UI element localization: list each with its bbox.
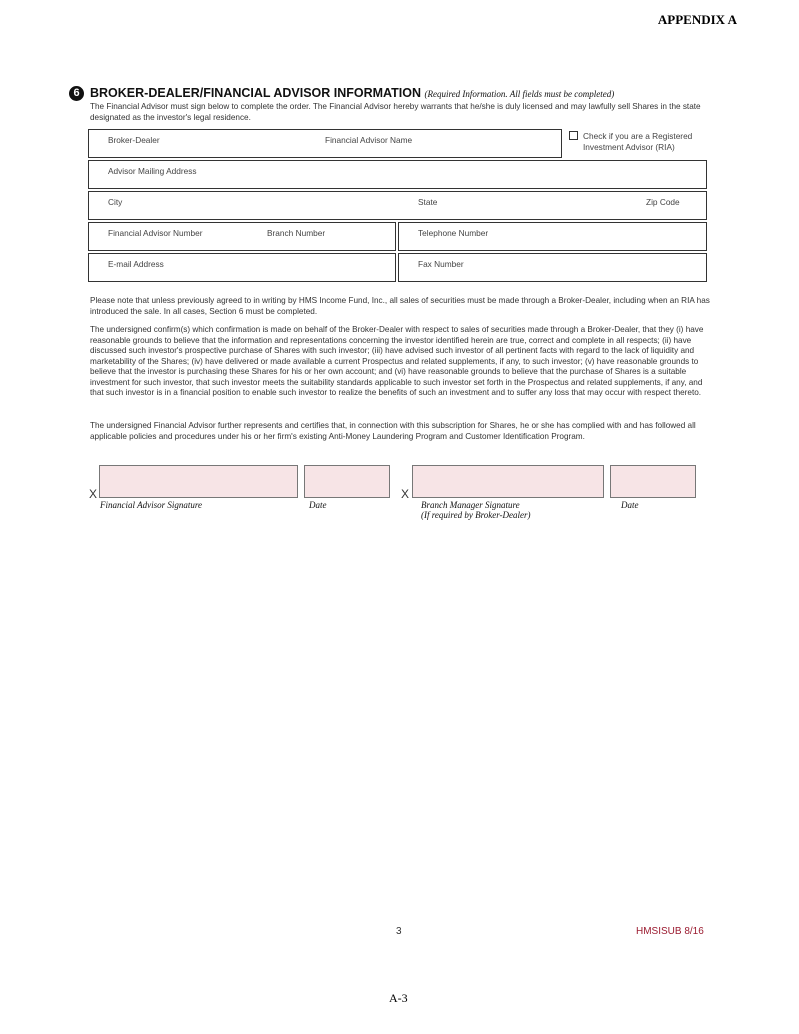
zip-code-label: Zip Code — [646, 197, 680, 207]
advisor-name-label: Financial Advisor Name — [325, 135, 413, 145]
manager-signature-note: (If required by Broker-Dealer) — [421, 510, 531, 520]
form-code: HMSISUB 8/16 — [636, 926, 704, 937]
mailing-address-field[interactable] — [88, 160, 707, 189]
manager-signature-x-mark: X — [401, 487, 410, 501]
email-label: E-mail Address — [108, 259, 164, 269]
broker-dealer-label: Broker-Dealer — [108, 135, 160, 145]
advisor-number-label: Financial Advisor Number — [108, 228, 203, 238]
mailing-address-label: Advisor Mailing Address — [108, 166, 197, 176]
manager-signature-box[interactable] — [412, 465, 604, 498]
telephone-field[interactable] — [398, 222, 707, 251]
ria-checkbox[interactable] — [569, 131, 578, 140]
appendix-page-number: A-3 — [389, 991, 408, 1005]
email-field[interactable] — [88, 253, 396, 282]
appendix-label: APPENDIX A — [657, 12, 737, 27]
section-number-badge: 6 — [69, 86, 84, 101]
ria-checkbox-label: Check if you are a Registered Investment Advisor (RIA) — [583, 131, 693, 152]
advisor-signature-x-mark: X — [89, 487, 98, 501]
advisor-signature-date-box[interactable] — [304, 465, 390, 498]
advisor-signature-box[interactable] — [99, 465, 298, 498]
telephone-label: Telephone Number — [418, 228, 489, 238]
state-label: State — [418, 197, 438, 207]
city-state-zip-field[interactable] — [88, 191, 707, 220]
confirmation-paragraph: The undersigned confirm(s) which confirmation is made on behalf of the Broker-Dealer with respect to sales of securities made through a Broker-Dealer, that they (i) have reasonable grounds to believe that the information and representations concerning the investor identified herein are true, correct and complete in all respects; (ii) have discussed such investor's prospective purchase of Shares with such investor; (iii) have advised such investor of all pertinent facts with regard to the lack of liquidity and marketability of the Shares; (iv) have delivered or made available a current Prospectus and related supplements, if any, to such investor; (v) have reasonable grounds to believe that the investor is purchasing these Shares for his or her own account; and (vi) have reasonable grounds to believe that the purchase of Shares is a suitable investment for such investor, that such investor meets the suitability standards applicable to such investor set forth in the Prospectus and related supplements, if any, and that such investor is in a financial position to enable such investor to realize the benefits of such an investment and to suffer any loss that may occur with respect thereto. — [90, 325, 704, 397]
section-required-note: (Required Information. All fields must be completed) — [424, 89, 615, 99]
manager-signature-date-box[interactable] — [610, 465, 696, 498]
branch-number-label: Branch Number — [267, 228, 326, 238]
aml-certification-paragraph: The undersigned Financial Advisor further represents and certifies that, in connection with this subscription for Shares, he or she has complied with and has followed all applicable policies and procedures under his or her firm's existing Anti-Money Laundering Program and Customer Identification Program. — [90, 421, 696, 441]
broker-dealer-advisor-name-field[interactable] — [88, 129, 562, 158]
fax-label: Fax Number — [418, 259, 464, 269]
city-label: City — [108, 197, 123, 207]
fax-field[interactable] — [398, 253, 707, 282]
manager-date-caption: Date — [621, 500, 639, 510]
section-title — [90, 86, 614, 100]
section-intro: The Financial Advisor must sign below to complete the order. The Financial Advisor hereby warrants that he/she is duly licensed and may lawfully sell Shares in the state designated as the investor's legal residence. — [90, 102, 701, 122]
manager-signature-caption: Branch Manager Signature — [421, 500, 520, 510]
rules-paragraph: Please note that unless previously agreed to in writing by HMS Income Fund, Inc., all sales of securities must be made through a Broker-Dealer, including when an RIA has introduced the sale. In all cases, Section 6 must be completed. — [90, 296, 710, 316]
advisor-branch-number-field[interactable] — [88, 222, 396, 251]
section-title-text: BROKER-DEALER/FINANCIAL ADVISOR INFORMATION — [90, 86, 422, 100]
advisor-date-caption: Date — [309, 500, 327, 510]
advisor-signature-caption: Financial Advisor Signature — [100, 500, 202, 510]
page-number: 3 — [396, 926, 402, 937]
